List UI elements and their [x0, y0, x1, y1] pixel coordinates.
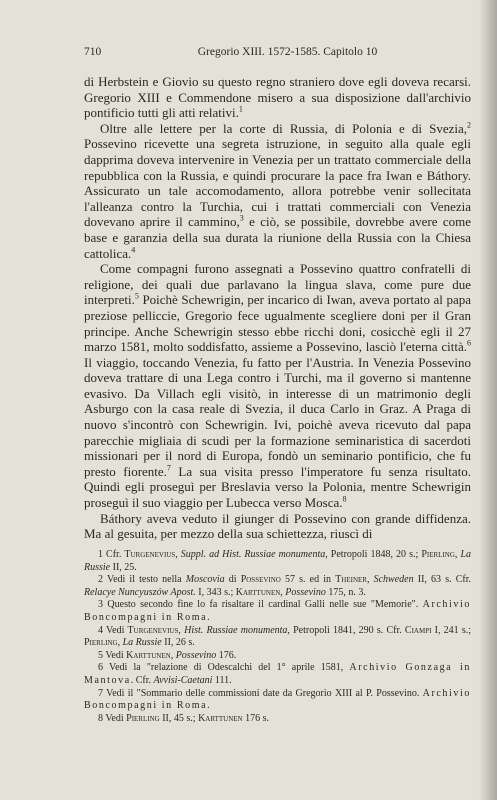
text-run: 7 Vedi il "Sommario delle commissioni date da Gregorio XIII al P. Possevino.	[98, 687, 423, 699]
text-run: Turgenevius	[124, 549, 176, 560]
footnote	[84, 688, 471, 713]
text-run: Theiner	[335, 574, 367, 586]
text-run: di Herbstein e Giovio su questo regno straniero dove egli doveva recarsi. Gregorio XIII e Commendone misero a sua disposizione dall'archivio pontificio tutti gli atti relativi.	[84, 74, 471, 121]
text-run: 57 s. ed in	[280, 574, 336, 586]
footnote-ref: 4	[131, 245, 136, 255]
text-run: Avvisi-Caetani	[153, 674, 213, 686]
text-run: Archivio Boncompagni in Roma	[84, 599, 471, 623]
text-run: La Russie	[122, 637, 162, 649]
footnote	[84, 599, 471, 624]
text-run: Relacye Nuncyuszów Apost.	[84, 586, 196, 598]
text-run: e ciò, se possibile, dovrebbe avere come base e garanzia della sua durata la riunione della Russia con la Chiesa cattolica.	[84, 214, 471, 261]
footnote	[84, 549, 471, 574]
text-run: Poichè Schewrigin, per incarico di Iwan, aveva portato al papa preziose pelliccie, Gregorio fece ugualmente scegliere doni per il Gran principe. Anche Schewrigin stesso ebbe ricchi doni, cosicchè egli il 27 marzo 1581, molto soddisfatto, assieme a Possevino, lasciò l'eterna città.	[84, 292, 471, 355]
footnote	[84, 662, 471, 687]
footnote	[84, 625, 471, 650]
text-run: II, 25.	[110, 561, 137, 573]
footnote-ref: 8	[342, 494, 347, 504]
text-run: . Cfr.	[130, 674, 154, 686]
text-run: Oltre alle lettere per la corte di Russia, di Polonia e di Svezia,	[100, 120, 467, 136]
text-run: 2 Vedi il testo nella	[98, 574, 186, 586]
text-run: , Petropoli 1841, 290 s. Cfr.	[287, 624, 405, 636]
text-run: 175, n. 3.	[325, 586, 366, 598]
text-run: Karttunen	[198, 712, 243, 724]
text-run: Ciampi	[404, 624, 432, 636]
text-run: ,	[117, 637, 123, 649]
text-run: Possevino ricevette una segreta istruzione, in seguito alla quale egli dapprima doveva intervenire in Venezia per un trattato commerciale della repubblica con la Russia, e quindi procurare la pace fra Iwan e Báthory. Assicurato un tale accomodamento, allora potrebbe venir sollecitata l'alleanza contro la Turchia, cui i trattati commerciali con Venezia dovevano aprire il cammino,	[84, 136, 471, 230]
text-run: 4 Vedi	[98, 624, 128, 636]
text-run: 176 s.	[242, 712, 269, 724]
text-run: 111.	[212, 674, 232, 686]
text-run: di	[224, 574, 241, 586]
text-run: Il viaggio, toccando Venezia, fu fatto per l'Austria. In Venezia Possevino doveva trattare di una Lega contro i Turchi, ma il governo si mantenne evasivo. Da Villach egli visitò, in interesse di un matrimonio degli Asburgo con la casa reale di Svezia, il duca Carlo in Graz. A Praga di nuovo s'incontrò con Schewrigin. Ivi, poichè aveva ricevuto dal papa parecchie migliaia di scudi per la formazione seminaristica di sacerdoti missionari per il nord di Europa, fondò un seminario pontificio, che fu presto fiorente.	[84, 354, 471, 479]
text-run: Schweden	[373, 574, 414, 586]
text-run: La Russie	[84, 549, 472, 573]
text-run: Come compagni furono assegnati a Possevino quattro confratelli di religione, dei quali due parlavano la lingua slava, come pure due interpreti.	[84, 261, 471, 308]
text-run: II, 63 s. Cfr.	[413, 574, 471, 586]
text-run: Archivio Gonzaga in Mantova	[84, 662, 471, 686]
text-run: ,	[366, 574, 374, 586]
text-run: Pierling	[421, 549, 455, 560]
running-head	[84, 46, 471, 60]
text-run: .	[207, 700, 210, 712]
text-run: 3 Questo secondo fine lo fa risaltare il cardinal Galli nelle sue "Memorie".	[98, 599, 423, 611]
footnote-ref: 7	[166, 463, 171, 473]
text-run: Hist. Russiae monumenta	[184, 624, 288, 636]
text-run: ,	[454, 549, 461, 560]
text-run: Karttunen	[235, 586, 281, 598]
text-run: Pierling	[126, 712, 160, 724]
text-run: Possevino	[175, 649, 217, 661]
text-run: , Petropoli 1848, 20 s.;	[325, 549, 422, 560]
footnote	[84, 713, 471, 726]
footnote-ref: 5	[134, 291, 139, 301]
text-run: ,	[175, 549, 181, 560]
text-run: I, 343 s.;	[195, 586, 236, 598]
text-run: Turgenevius	[127, 624, 179, 636]
text-run: ,	[178, 624, 185, 636]
footnote-ref: 1	[238, 104, 243, 114]
text-run: 8 Vedi	[98, 712, 127, 724]
text-run: 176.	[216, 649, 237, 661]
page-number: 710	[84, 46, 102, 58]
text-run: II, 26 s.	[161, 637, 195, 649]
main-text	[84, 74, 471, 542]
text-run: 5 Vedi	[98, 649, 127, 661]
footnote-ref: 6	[467, 338, 471, 348]
text-run: Suppl. ad Hist. Russiae monumenta	[180, 549, 326, 560]
footnotes	[84, 549, 471, 725]
text-run: I, 241 s.;	[431, 624, 472, 636]
running-title: Gregorio XIII. 1572-1585. Capitolo 10	[197, 46, 378, 58]
text-run: II, 45 s.;	[159, 712, 199, 724]
paragraph	[84, 511, 471, 542]
footnote	[84, 574, 471, 599]
paragraph	[84, 74, 471, 121]
paragraph	[84, 121, 471, 261]
text-run: .	[207, 611, 210, 623]
text-run: ,	[170, 649, 176, 661]
spine-shadow	[479, 0, 497, 800]
text-run: Possevino	[285, 586, 326, 598]
text-run: 6 Vedi la "relazione di Odescalchi del 1° aprile 1581,	[98, 662, 350, 674]
footnote	[84, 650, 471, 663]
text-run: Pierling	[84, 637, 118, 649]
text-run: 1 Cfr.	[98, 549, 125, 560]
text-run: Báthory aveva veduto il giunger di Possevino con grande diffidenza. Ma al gesuita, per mezzo della sua schiettezza, riuscì di	[84, 510, 471, 542]
text-run: Moscovia	[185, 574, 225, 586]
text-run: ,	[280, 586, 286, 598]
footnote-ref: 2	[467, 120, 471, 130]
text-run: Possevino	[240, 574, 281, 586]
text-run: Karttunen	[126, 649, 171, 661]
paragraph	[84, 261, 471, 511]
footnote-ref: 3	[239, 214, 244, 224]
text-run: La sua visita presso l'imperatore fu senza risultato. Quindi egli proseguì per Breslavia verso la Polonia, mentre Schewrigin proseguì il suo viaggio per Lubecca verso Mosca.	[84, 463, 471, 511]
text-run: Archivio Boncompagni in Roma	[84, 687, 471, 712]
